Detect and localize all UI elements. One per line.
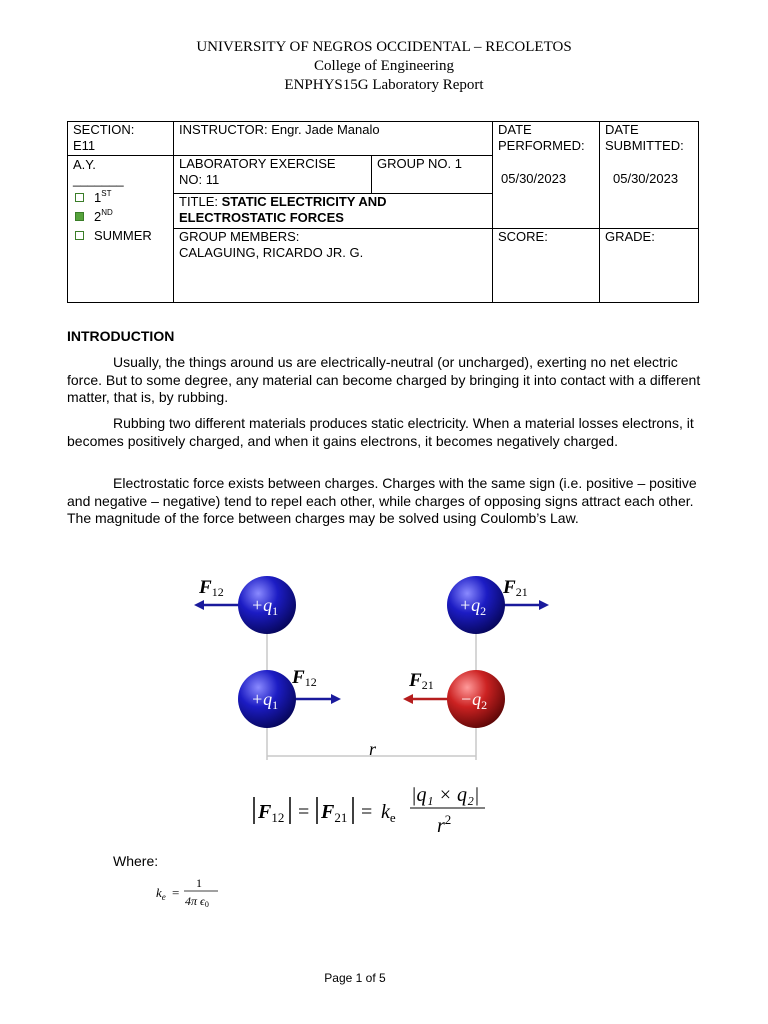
formula-ke: $k_e$ — [381, 801, 396, 825]
formula-equals-2: = — [361, 801, 373, 823]
semester-summer: SUMMER — [73, 228, 173, 244]
date-submitted-cell — [600, 122, 699, 229]
arrowhead-f12-top — [194, 600, 204, 610]
checkbox-summer — [75, 231, 84, 240]
coulomb-formula — [0, 775, 768, 840]
intro-paragraph-1: Usually, the things around us are electrically-neutral (or uncharged), exerting no net electric force. But to some degree, any material can become charged by bringing it into contact with a different matter, that is, by rubbing. — [67, 354, 701, 405]
ay-label: A.Y. — [73, 157, 96, 172]
title-value-1: STATIC ELECTRICITY AND — [221, 194, 387, 209]
report-info-table — [67, 121, 699, 303]
arrowhead-f21-top — [539, 600, 549, 610]
group-no: GROUP NO. 1 — [377, 156, 463, 171]
date-performed-cell — [493, 122, 600, 229]
distance-label: r — [369, 739, 377, 759]
group-no-cell — [372, 156, 493, 194]
title-cell — [174, 194, 493, 229]
label-f21-top: F21 — [503, 577, 528, 599]
semester-2nd: 2ND — [73, 209, 173, 225]
university-name: UNIVERSITY OF NEGROS OCCIDENTAL – RECOLETOS — [196, 39, 572, 55]
intro-paragraph-3: Electrostatic force exists between charges. Charges with the same sign (i.e. positive – positive and negative – negative) tend to repel each other, while charges of opposing signs attract each other. The magnitude of the force between charges may be solved using Coulomb’s Law. — [67, 475, 697, 526]
academic-year-cell — [68, 156, 174, 303]
grade-cell — [600, 229, 699, 303]
label-f12-bottom: F12 — [292, 667, 317, 689]
instructor-cell — [174, 122, 493, 156]
introduction-heading: INTRODUCTION — [67, 328, 175, 344]
title-value-2: ELECTROSTATIC FORCES — [179, 210, 344, 225]
title-label: TITLE: — [179, 194, 222, 209]
section-cell — [68, 122, 174, 156]
grade-label: GRADE: — [605, 229, 655, 244]
label-q2-top: $+q_2$ — [459, 595, 487, 618]
section-value: E11 — [73, 138, 96, 153]
checkbox-1st — [75, 193, 84, 202]
date-performed-label-1: DATE — [498, 122, 532, 137]
where-label: Where: — [113, 853, 159, 869]
date-performed-label-2: PERFORMED: — [498, 138, 585, 153]
formula-denominator: $r^2$ — [437, 812, 452, 837]
svg-text:ke: $k_e$ — [156, 885, 166, 902]
label-q2-bottom: $-q_2$ — [460, 689, 488, 712]
label-f21-bottom: F21 — [409, 670, 434, 692]
lab-exercise-label: LABORATORY EXERCISE — [179, 156, 336, 171]
formula-f21: $F_{21}$ — [321, 801, 348, 825]
college-name: College of Engineering — [314, 58, 454, 74]
formula-numerator: |q₁ × q₂| — [411, 784, 480, 806]
date-submitted-label-2: SUBMITTED: — [605, 138, 684, 153]
lab-exercise-cell — [174, 156, 372, 194]
ke-definition — [150, 872, 240, 912]
label-q1-bottom: $+q_1$ — [251, 689, 279, 712]
label-q1-top: $+q_1$ — [251, 595, 279, 618]
instructor: INSTRUCTOR: Engr. Jade Manalo — [179, 122, 380, 137]
date-performed: 05/30/2023 — [501, 171, 567, 186]
arrowhead-f12-bottom — [331, 694, 341, 704]
svg-text:1: 1 — [196, 876, 202, 890]
score-label: SCORE: — [498, 229, 548, 244]
score-cell — [493, 229, 600, 303]
date-submitted-label-1: DATE — [605, 122, 639, 137]
date-submitted: 05/30/2023 — [613, 171, 679, 186]
formula-f12: $F_{12}$ — [258, 801, 285, 825]
page-number: Page 1 of 5 — [324, 971, 386, 985]
svg-text:4π ϵ0: 4π ϵ0 — [185, 894, 209, 909]
group-members-value: CALAGUING, RICARDO JR. G. — [179, 245, 364, 260]
checkbox-2nd — [75, 212, 84, 221]
semester-1st: 1ST — [73, 190, 173, 206]
group-members-cell — [174, 229, 493, 303]
arrowhead-f21-bottom — [403, 694, 413, 704]
ay-blank: _______ — [73, 172, 124, 187]
report-title: ENPHYS15G Laboratory Report — [284, 77, 484, 93]
intro-paragraph-2: Rubbing two different materials produces static electricity. When a material losses electrons, it becomes positively charged, and when it gains electrons, it becomes negatively charged. — [67, 415, 694, 449]
group-members-label: GROUP MEMBERS: — [179, 229, 300, 244]
svg-text:=: = — [172, 885, 180, 900]
label-f12-top: F12 — [199, 577, 224, 599]
formula-equals-1: = — [298, 801, 310, 823]
lab-exercise-number: NO: 11 — [179, 172, 220, 187]
section-label: SECTION: — [73, 122, 135, 137]
report-header — [0, 38, 768, 95]
